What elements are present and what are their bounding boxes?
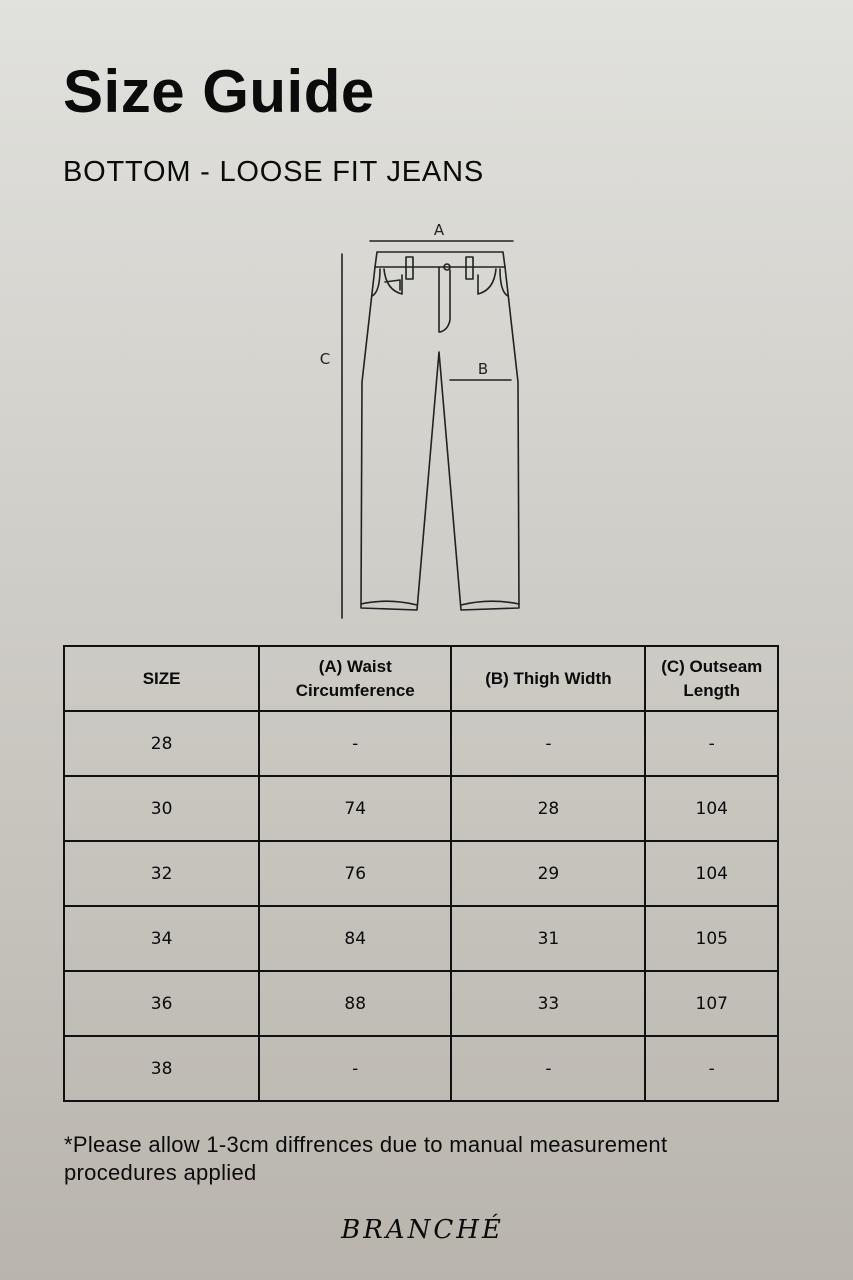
header-size: SIZE xyxy=(64,646,259,711)
brand-logo: BRANCHÉ xyxy=(341,1215,504,1245)
cell-size: 32 xyxy=(64,841,259,906)
cell-thigh: 28 xyxy=(451,776,645,841)
cell-outseam: - xyxy=(645,711,778,776)
cell-thigh: - xyxy=(451,1036,645,1101)
jeans-measurement-diagram xyxy=(300,212,560,624)
table-row xyxy=(64,711,778,776)
cell-outseam: 104 xyxy=(645,776,778,841)
label-c: C xyxy=(319,350,331,368)
cell-size: 36 xyxy=(64,971,259,1036)
cell-thigh: - xyxy=(451,711,645,776)
label-a: A xyxy=(433,221,445,239)
table-row xyxy=(64,906,778,971)
page-title: Size Guide xyxy=(63,58,375,125)
table-row xyxy=(64,841,778,906)
table-header-row xyxy=(64,646,778,711)
cell-outseam: 104 xyxy=(645,841,778,906)
cell-waist: 76 xyxy=(259,841,451,906)
table-row xyxy=(64,776,778,841)
label-b: B xyxy=(477,360,489,378)
table-row xyxy=(64,1036,778,1101)
cell-waist: - xyxy=(259,711,451,776)
waistband xyxy=(375,252,505,267)
pant-body xyxy=(361,267,519,610)
cell-outseam: 105 xyxy=(645,906,778,971)
cell-waist: 74 xyxy=(259,776,451,841)
cell-thigh: 31 xyxy=(451,906,645,971)
measurement-disclaimer: *Please allow 1-3cm diffrences due to manual measurement procedures applied xyxy=(64,1132,668,1185)
cell-size: 38 xyxy=(64,1036,259,1101)
cell-waist: 84 xyxy=(259,906,451,971)
table-row xyxy=(64,971,778,1036)
cell-thigh: 29 xyxy=(451,841,645,906)
cell-size: 30 xyxy=(64,776,259,841)
header-thigh: (B) Thigh Width xyxy=(451,646,645,711)
header-outseam: (C) Outseam Length xyxy=(645,646,778,711)
size-table xyxy=(63,645,779,1102)
cell-waist: - xyxy=(259,1036,451,1101)
header-waist: (A) Waist Circumference xyxy=(259,646,451,711)
product-subtitle: BOTTOM - LOOSE FIT JEANS xyxy=(63,156,484,188)
jeans-outline-illustration xyxy=(300,212,560,624)
cell-size: 28 xyxy=(64,711,259,776)
cell-size: 34 xyxy=(64,906,259,971)
cell-outseam: - xyxy=(645,1036,778,1101)
cell-thigh: 33 xyxy=(451,971,645,1036)
cell-waist: 88 xyxy=(259,971,451,1036)
cell-outseam: 107 xyxy=(645,971,778,1036)
